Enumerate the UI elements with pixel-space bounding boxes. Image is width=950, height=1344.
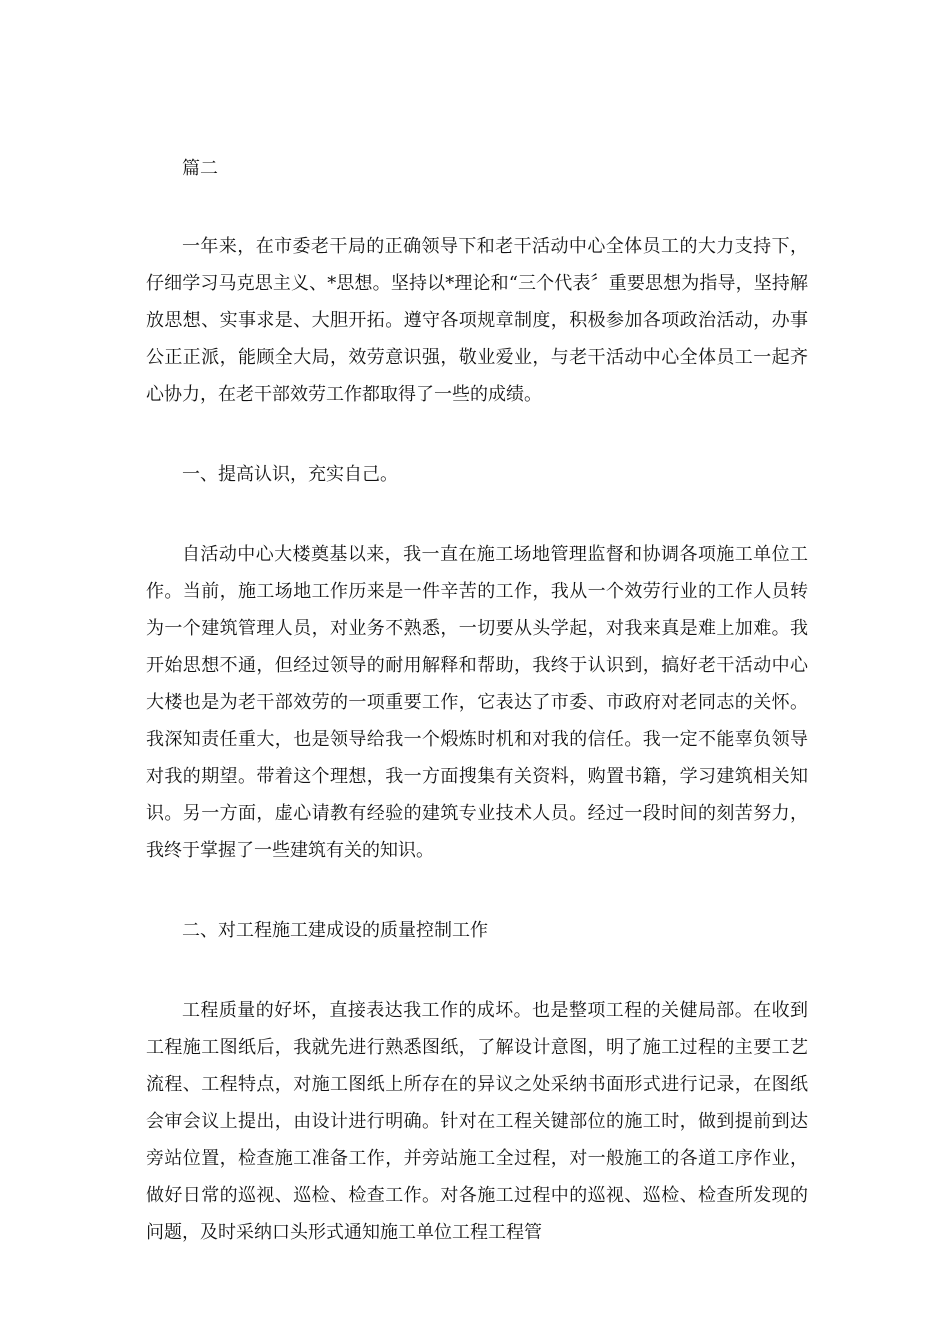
- document-page: [146, 150, 808, 1251]
- intro-paragraph: 一年来，在市委老干局的正确领导下和老干活动中心全体员工的大力支持下，仔细学习马克思主义、*思想。坚持以*理论和“三个代表〞重要思想为指导，坚持解放思想、实事求是、大胆开拓。遵守各项规章制度，积极参加各项政治活动，办事公正正派，能顾全大局，效劳意识强，敬业爱业，与老干活动中心全体员工一起齐心协力，在老干部效劳工作都取得了一些的成绩。: [146, 236, 808, 405]
- section-title: 篇二: [182, 158, 218, 179]
- paragraph-quality-control: 工程质量的好坏，直接表达我工作的成坏。也是整项工程的关健局部。在收到工程施工图纸后，我就先进行熟悉图纸，了解设计意图，明了施工过程的主要工艺流程、工程特点，对施工图纸上所存在的异议之处采纳书面形式进行记录，在图纸会审会议上提出，由设计进行明确。针对在工程关键部位的施工时，做到提前到达旁站位置，检查施工准备工作，并旁站施工全过程，对一般施工的各道工序作业，做好日常的巡视、巡检、检查工作。对各施工过程中的巡视、巡检、检查所发现的问题，及时采纳口头形式通知施工单位工程工程管: [146, 1000, 808, 1243]
- paragraph-construction-management: 自活动中心大楼奠基以来，我一直在施工场地管理监督和协调各项施工单位工作。当前，施工场地工作历来是一件辛苦的工作，我从一个效劳行业的工作人员转为一个建筑管理人员，对业务不熟悉，一切要从头学起，对我来真是难上加难。我开始思想不通，但经过领导的耐用解释和帮助，我终于认识到，搞好老干活动中心大楼也是为老干部效劳的一项重要工作，它表达了市委、市政府对老同志的关怀。我深知责任重大，也是领导给我一个煅炼时机和对我的信任。我一定不能辜负领导对我的期望。带着这个理想，我一方面搜集有关资料，购置书籍，学习建筑相关知识。另一方面，虚心请教有经验的建筑专业技术人员。经过一段时间的刻苦努力，我终于掌握了一些建筑有关的知识。: [146, 544, 808, 861]
- heading-quality-control: 二、对工程施工建成设的质量控制工作: [182, 920, 488, 941]
- heading-improve-awareness: 一、提高认识，充实自己。: [182, 464, 398, 485]
